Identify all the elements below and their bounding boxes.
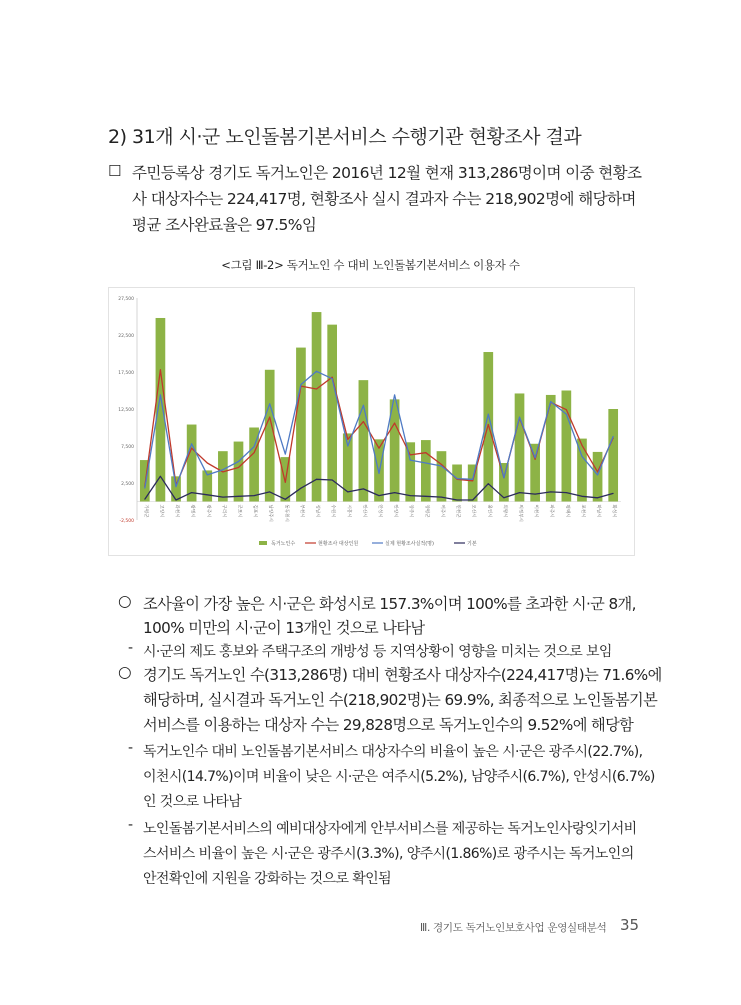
bar-화성시: [608, 409, 618, 502]
bar-이천시: [530, 444, 540, 502]
point-1-1: [160, 369, 161, 370]
x-tick-label: 광주시: [205, 504, 211, 518]
bar-하남시: [593, 452, 603, 502]
figure-caption: <그림 Ⅲ-2> 독거노인 수 대비 노인돌봄기본서비스 이용자 수: [221, 258, 520, 272]
intro-line: 사 대상자수는 224,417명, 현황조사 실시 결과자 수는 218,902명에 해당하며: [132, 190, 636, 208]
point-2-2: [176, 486, 177, 487]
bar-광명시: [187, 425, 197, 502]
point-3-9: [285, 499, 286, 500]
finding-line: 100% 미만의 시·군이 13개인 것으로 나타남: [143, 619, 425, 637]
chart-frame: [108, 287, 635, 556]
finding-line: 노인돌봄기본서비스의 예비대상자에게 안부서비스를 제공하는 독거노인사랑잇기서비: [143, 821, 637, 837]
point-1-7: [254, 452, 255, 453]
point-2-29: [597, 474, 598, 475]
y-tick-label: 12,500: [118, 408, 134, 413]
point-2-19: [441, 465, 442, 466]
point-1-19: [441, 464, 442, 465]
x-tick-label: 이천시: [533, 504, 539, 518]
x-tick-label: 안성시: [377, 504, 382, 518]
bar-안산시: [359, 380, 369, 501]
x-tick-label: 파주시: [548, 504, 554, 518]
footer-running-title: Ⅲ. 경기도 독거노인보호사업 운영실태분석: [420, 922, 607, 934]
bar-군포시: [234, 442, 244, 502]
point-3-21: [472, 500, 473, 501]
point-3-7: [254, 495, 255, 496]
y-tick-label: 2,500: [121, 482, 134, 487]
point-3-23: [503, 497, 504, 498]
x-tick-label: 과천시: [174, 504, 180, 518]
point-2-9: [285, 454, 286, 455]
point-2-26: [550, 401, 551, 402]
intro-line: 주민등록상 경기도 독거노인은 2016년 12월 현재 313,286명이며 이중 현황조: [132, 164, 642, 182]
bar-파주시: [546, 395, 556, 502]
point-3-27: [566, 492, 567, 493]
point-1-5: [222, 471, 223, 472]
point-3-2: [176, 500, 177, 501]
point-3-0: [144, 499, 145, 500]
point-1-3: [191, 448, 192, 449]
finding-marker: ○: [118, 663, 131, 681]
point-2-6: [238, 461, 239, 462]
x-tick-label: 화성시: [611, 504, 617, 518]
x-tick-label: 김포시: [252, 504, 258, 518]
finding-marker: -: [128, 817, 133, 833]
point-2-12: [332, 378, 333, 379]
point-2-17: [410, 460, 411, 461]
x-tick-label: 연천군: [455, 504, 461, 518]
x-tick-label: 구리시: [220, 504, 226, 518]
finding-marker: -: [128, 740, 133, 756]
finding-line: 해당하며, 실시결과 독거노인 수(218,902명)는 69.9%, 최종적으로 노인돌봄기본: [143, 691, 658, 709]
point-1-22: [488, 424, 489, 425]
bar-구리시: [218, 451, 228, 501]
finding-line: 경기도 독거노인 수(313,286명) 대비 현황조사 대상자수(224,417명)는 71.6%에: [143, 666, 662, 684]
x-tick-label: 양주시: [408, 504, 414, 518]
x-tick-label: 포천시: [579, 504, 585, 518]
y-tick-label: -2,500: [119, 519, 134, 524]
point-2-11: [316, 371, 317, 372]
finding-line: 스서비스 비율이 높은 시·군은 광주시(3.3%), 양주시(1.86%)로 광주시는 독거노인의: [143, 846, 634, 862]
point-2-14: [363, 405, 364, 406]
point-1-4: [207, 463, 208, 464]
bar-연천군: [452, 465, 462, 502]
point-1-25: [535, 459, 536, 460]
point-2-10: [300, 384, 301, 385]
x-tick-label: 광명시: [189, 504, 195, 518]
point-2-20: [457, 478, 458, 479]
point-3-22: [488, 483, 489, 484]
intro-paragraph: [132, 160, 641, 238]
bar-성남시: [312, 312, 322, 501]
bar-의정부시: [515, 393, 525, 501]
point-1-11: [316, 389, 317, 390]
finding-line: 안전확인에 지원을 강화하는 것으로 확인됨: [143, 871, 392, 887]
bar-여주시: [437, 451, 447, 501]
point-3-16: [394, 492, 395, 493]
finding-marker: ○: [118, 592, 131, 610]
point-1-13: [347, 439, 348, 440]
finding-line: 독거노인수 대비 노인돌봄기본서비스 대상자수의 비율이 높은 시·군은 광주시(22.7%),: [143, 744, 643, 760]
point-3-4: [207, 494, 208, 495]
x-tick-label: 고양시: [158, 504, 164, 518]
point-1-21: [472, 480, 473, 481]
x-tick-label: 가평군: [142, 504, 148, 518]
x-tick-label: 용인시: [486, 504, 492, 518]
y-tick-label: 27,500: [118, 297, 134, 302]
point-3-12: [332, 480, 333, 481]
point-2-18: [425, 463, 426, 464]
x-tick-label: 안양시: [392, 504, 398, 518]
point-1-8: [269, 417, 270, 418]
x-tick-label: 여주시: [439, 504, 445, 518]
point-1-17: [410, 454, 411, 455]
y-tick-label: 22,500: [118, 334, 134, 339]
legend-label: 독거노인수: [271, 541, 296, 547]
point-3-8: [269, 491, 270, 492]
x-tick-label: 시흥시: [345, 504, 351, 518]
x-tick-label: 평택시: [564, 504, 570, 518]
point-2-23: [503, 477, 504, 478]
point-2-7: [254, 446, 255, 447]
point-3-25: [535, 494, 536, 495]
point-2-3: [191, 443, 192, 444]
series-line-2: [145, 371, 613, 488]
point-1-9: [285, 482, 286, 483]
point-3-17: [410, 495, 411, 496]
x-tick-label: 하남시: [595, 504, 601, 518]
finding-line: 서비스를 이용하는 대상자 수는 29,828명으로 독거노인수의 9.52%에 해당함: [143, 716, 634, 734]
point-1-28: [581, 445, 582, 446]
y-tick-label: 17,500: [118, 371, 134, 376]
point-3-5: [222, 497, 223, 498]
x-tick-label: 수원시: [330, 504, 336, 518]
x-tick-label: 오산시: [470, 504, 476, 518]
point-2-8: [269, 403, 270, 404]
point-2-15: [379, 473, 380, 474]
finding-line: 이천시(14.7%)이며 비율이 낮은 시·군은 여주시(5.2%), 남양주시(6.7%), 안성시(6.7%): [143, 769, 655, 785]
point-2-27: [566, 414, 567, 415]
point-1-27: [566, 409, 567, 410]
checkbox-bullet-icon: ☐: [108, 162, 122, 180]
x-tick-label: 양평군: [423, 504, 429, 518]
point-2-1: [160, 394, 161, 395]
point-2-21: [472, 479, 473, 480]
x-tick-label: 군포시: [236, 504, 242, 518]
point-3-28: [581, 496, 582, 497]
point-3-6: [238, 496, 239, 497]
point-2-28: [581, 456, 582, 457]
point-2-4: [207, 474, 208, 475]
point-1-29: [597, 471, 598, 472]
point-3-24: [519, 492, 520, 493]
x-tick-label: 남양주시: [267, 504, 273, 522]
point-3-19: [441, 497, 442, 498]
point-1-6: [238, 467, 239, 468]
point-1-18: [425, 452, 426, 453]
finding-line: 인 것으로 나타남: [143, 794, 242, 810]
legend-label: 실제 현황조사실적(명): [385, 541, 434, 547]
point-2-5: [222, 469, 223, 470]
chart-svg: [109, 288, 634, 555]
section-title: 2) 31개 시·군 노인돌봄기본서비스 수행기관 현황조사 결과: [108, 126, 582, 148]
bar-양평군: [421, 440, 431, 501]
legend-label: 기본: [467, 541, 477, 547]
point-2-16: [394, 394, 395, 395]
point-3-15: [379, 495, 380, 496]
finding-line: 시·군의 제도 홍보와 주택구조의 개방성 등 지역상황이 영향을 미치는 것으로 보임: [143, 644, 612, 660]
point-2-25: [535, 457, 536, 458]
point-3-13: [347, 491, 348, 492]
point-3-3: [191, 492, 192, 493]
bar-평택시: [562, 391, 572, 502]
x-tick-label: 의정부시: [517, 504, 523, 522]
point-2-0: [144, 488, 145, 489]
finding-line: 조사율이 가장 높은 시·군은 화성시로 157.3%이며 100%를 초과한 시·군 8개,: [143, 595, 636, 613]
point-2-24: [519, 417, 520, 418]
point-2-30: [613, 436, 614, 437]
point-3-14: [363, 488, 364, 489]
legend-swatch-0: [259, 541, 267, 545]
bar-양주시: [405, 442, 415, 501]
point-1-16: [394, 423, 395, 424]
x-tick-label: 안산시: [361, 504, 367, 518]
bar-의왕시: [499, 463, 509, 501]
point-3-20: [457, 500, 458, 501]
x-tick-label: 부천시: [298, 504, 304, 518]
legend-label: 현황조사 대상인원: [318, 541, 359, 547]
bar-부천시: [296, 348, 306, 502]
point-3-18: [425, 496, 426, 497]
bar-남양주시: [265, 370, 275, 502]
point-1-14: [363, 421, 364, 422]
y-tick-label: 7,500: [121, 445, 134, 450]
point-3-26: [550, 491, 551, 492]
point-2-22: [488, 414, 489, 415]
point-3-29: [597, 497, 598, 498]
page-number: 35: [620, 916, 640, 934]
point-3-11: [316, 479, 317, 480]
point-3-10: [300, 488, 301, 489]
x-tick-label: 동두천시: [283, 504, 289, 522]
point-1-12: [332, 377, 333, 378]
point-3-30: [613, 493, 614, 494]
intro-line: 평균 조사완료율은 97.5%임: [132, 216, 317, 234]
x-tick-label: 의왕시: [501, 504, 507, 518]
x-tick-label: 성남시: [314, 504, 320, 518]
point-1-15: [379, 448, 380, 449]
bar-수원시: [327, 325, 337, 502]
finding-marker: -: [128, 640, 133, 656]
point-3-1: [160, 476, 161, 477]
point-2-13: [347, 446, 348, 447]
bar-고양시: [156, 318, 166, 502]
